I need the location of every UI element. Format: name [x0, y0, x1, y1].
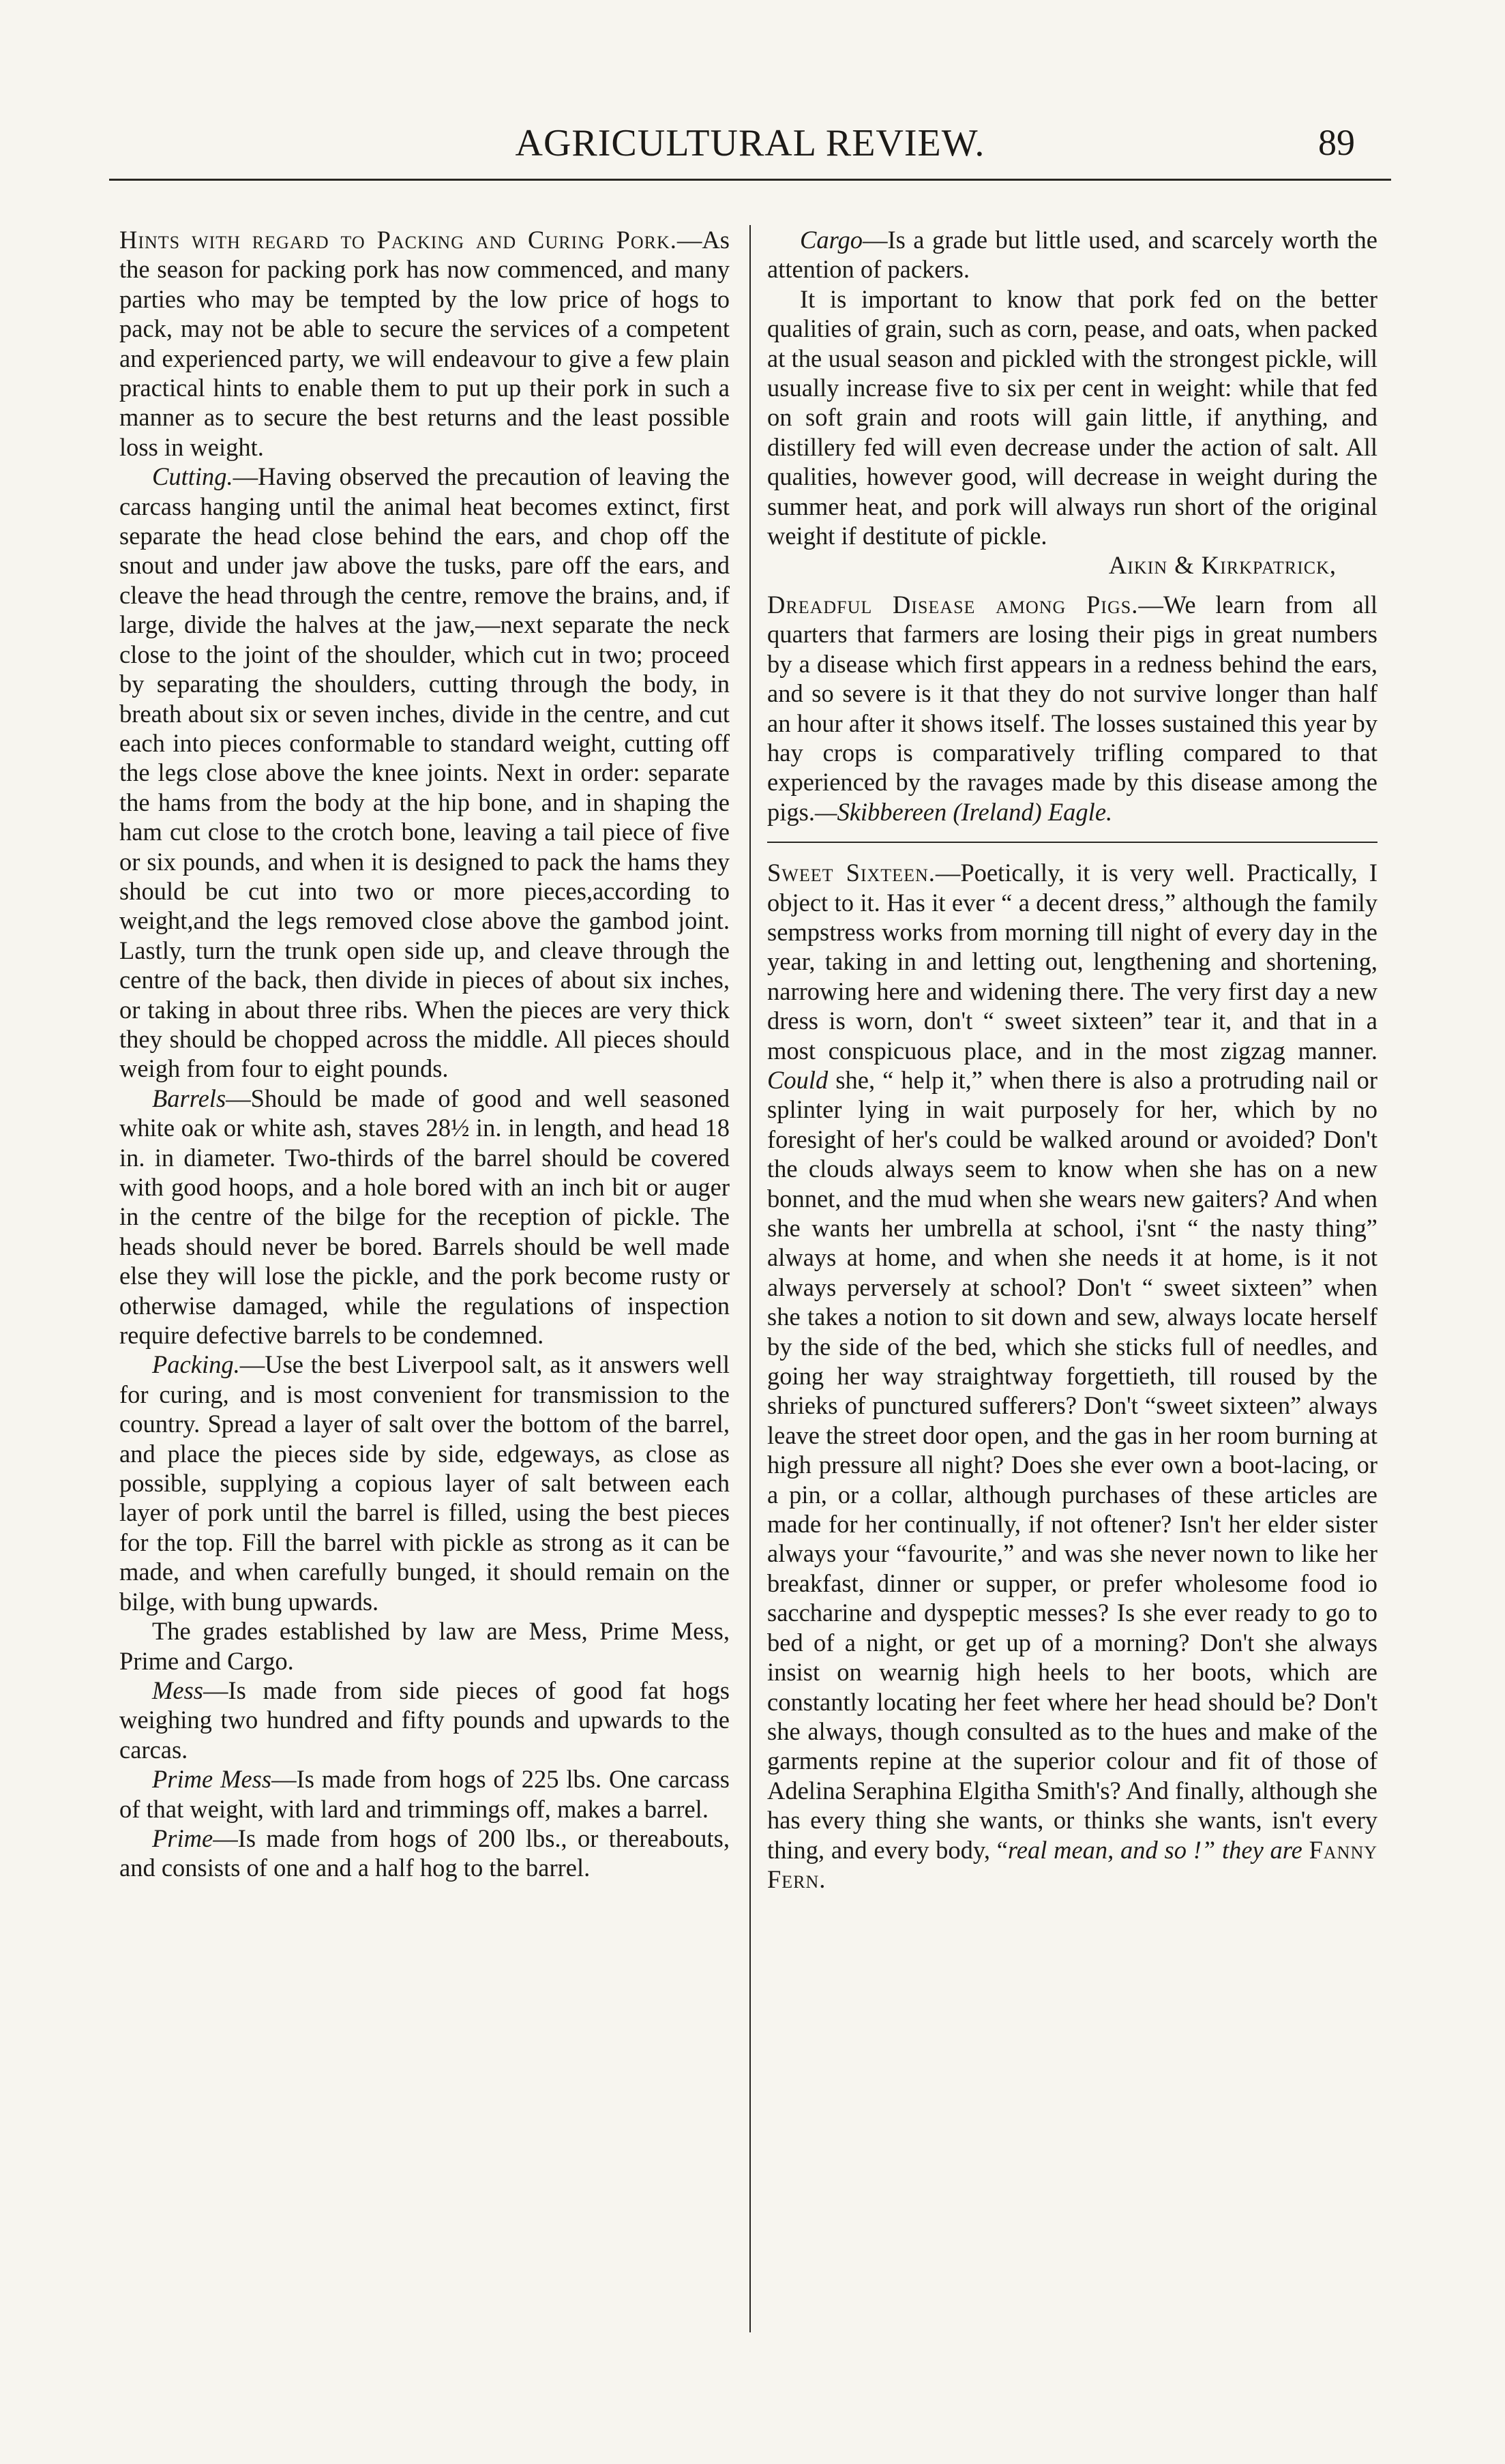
paragraph-text: —Is a grade but little used, and scarcely worth the attention of packers. — [767, 226, 1377, 284]
running-head: AGRICULTURAL REVIEW. — [515, 122, 985, 164]
label-cutting: Cutting. — [152, 462, 233, 491]
paragraph-text: —Is made from side pieces of good fat hogs weighing two hundred and fifty pounds and upwards to the carcas. — [119, 1676, 730, 1764]
label-packing: Packing. — [152, 1350, 240, 1379]
paragraph-text: —Is made from hogs of 225 lbs. One carcass of that weight, with lard and trimmings off, makes a barrel. — [119, 1765, 730, 1823]
paragraph-mess — [119, 1676, 730, 1764]
paragraph-cutting — [119, 462, 730, 1084]
column-divider — [749, 225, 751, 2332]
article-sweet-sixteen — [767, 858, 1377, 1894]
paragraph-prime-mess — [119, 1764, 730, 1824]
article-text: —As the season for packing pork has now commenced, and many parties who may be tempted by the low price of hogs to pack, may not be able to secure the services of a competent and experienced party, we will endeavour to give a few plain practical hints to enable them to put up their pork in such a manner as to secure the best returns and the least possible loss in weight. — [119, 226, 730, 461]
paragraph-text: —Should be made of good and well seasoned white oak or white ash, staves 28½ in. in length, and head 18 in. in diameter. Two-thirds of the barrel should be covered with good hoops, and a hole bored with an inch bit or auger in the centre of the bilge for the reception of pickle. The heads should never be bored. Barrels should be well made else they will lose the pickle, and the pork become rusty or otherwise damaged, while the regulations of inspection require defective barrels to be condemned. — [119, 1084, 730, 1350]
article-text: she, “ help it,” when there is also a protruding nail or splinter lying in wait purposely for her, which by no foresight of her's could be walked around or avoided? Don't the clouds always seem to know when she has on a new bonnet, and the mud when she wears new gaiters? And when she wants her umbrella at school, i'snt “ the nasty thing” always at home, and when she needs it at home, is it not always perversely at school? Don't “ sweet sixteen” when she takes a notion to sit down and sew, always locate herself by the side of the bed, which she sticks full of needles, and going her way straightway forgettieth, till roused by the shrieks of punctured sufferers? Don't “sweet sixteen” always leave the street door open, and the gas in her room burning at high pressure all night? Does she ever own a boot-lacing, or a pin, or a collar, although purchases of these articles are made for her continually, if not oftener? Isn't her elder sister always your “favourite,” and was she never nown to like her breakfast, dinner or supper, or prefer wholesome food io saccharine and dyspeptic messes? Is she ever ready to go to bed of a night, or get up of a morning? Don't she always insist on wearnig high heels to her boots, which are constantly locating her feet where her head should be? Don't she always, though consulted as to the hues and make of the garments repine at the superior colour and fit of those of Adelina Seraphina Elgitha Smith's? And finally, although she has every thing she wants, or thinks she wants, isn't every thing, and every body, “ — [767, 1065, 1377, 1864]
author-name: Fanny Fern. — [767, 1835, 1377, 1893]
paragraph-packing — [119, 1350, 730, 1616]
label-prime-mess: Prime Mess — [152, 1765, 272, 1794]
paragraph-weight: It is important to know that pork fed on the better qualities of grain, such as corn, pease, and oats, when packed at the usual season and pickled with the strongest pickle, will usually increase five to six per cent in weight: while that fed on soft grain and roots will gain little, if anything, and distillery fed will even decrease under the action of salt. All qualities, however good, will decrease in weight during the summer heat, and pork will always run short of the original weight if destitute of pickle. — [767, 284, 1377, 550]
label-cargo: Cargo — [800, 226, 863, 254]
article-heading-disease: Dreadful Disease among Pigs. — [767, 590, 1139, 619]
italic-ending: real mean, and so !” they are — [1007, 1835, 1302, 1864]
paragraph-grades: The grades established by law are Mess, Prime Mess, Prime and Cargo. — [119, 1617, 730, 1675]
italic-could: Could — [767, 1065, 829, 1094]
paragraph-text: —Use the best Liverpool salt, as it answers well for curing, and is most convenient for transmission to the country. Spread a layer of salt over the bottom of the barrel, and place the pieces side by side, edgeways, as close as possible, supplying a copious layer of salt between each layer of pork until the barrel is filled, using the best pieces for the top. Fill the barrel with pickle as strong as it can be made, and when carefully bunged, it should remain on the bilge, with bung upwards. — [119, 1350, 730, 1616]
article-source: —Skibbereen (Ireland) Eagle. — [814, 797, 1113, 826]
label-mess: Mess — [152, 1676, 204, 1704]
page-number: 89 — [1318, 122, 1355, 163]
spacer — [767, 580, 1377, 590]
section-divider — [767, 842, 1377, 843]
paragraph-text: —Having observed the precaution of leaving the carcass hanging until the animal heat becomes extinct, first separate the head close behind the ears, and chop off the snout and under jaw above the tusks, pare off the ears, and cleave the head through the centre, remove the brains, and, if large, divide the halves at the jaw,—next separate the neck close to the joint of the shoulder, which cut in two; proceed by separating the shoulders, cutting through the body, in breath about six or seven inches, divide in the centre, and cut each into pieces conformable to standard weight, cutting off the legs close above the knee joints. Next in order: separate the hams from the body at the hip bone, and in shaping the ham cut close to the crotch bone, leaving a tail piece of five or six pounds, and when it is designed to pack the hams they should be cut into two or more pieces,according to weight,and the legs removed close above the gambod joint. Lastly, turn the trunk open side up, and cleave through the centre of the back, then divide in pieces of about six inches, or taking in about three ribs. When the pieces are very thick they should be chopped across the middle. All pieces should weigh from four to eight pounds. — [119, 462, 730, 1083]
header-rule — [109, 179, 1391, 181]
article-pork-intro — [119, 225, 730, 462]
paragraph-barrels — [119, 1084, 730, 1350]
label-barrels: Barrels — [152, 1084, 226, 1112]
left-column — [119, 225, 730, 1883]
paragraph-text: —Is made from hogs of 200 lbs., or thereabouts, and consists of one and a half hog to the barrel. — [119, 1824, 730, 1882]
article-text: —Poetically, it is very well. Practically, I object to it. Has it ever “ a decent dress,” although the family sempstress works from morning till night of every day in the year, taking in and letting out, lengthening and shortening, narrowing here and widening there. The very first day a new dress is worn, don't “ sweet sixteen” tear it, and that in a most conspicuous place, and in the most zigzag manner. — [767, 859, 1377, 1065]
signature: Aikin & Kirkpatrick, — [1108, 551, 1337, 580]
article-disease — [767, 590, 1377, 827]
label-prime: Prime — [152, 1824, 213, 1852]
paragraph-cargo — [767, 225, 1377, 284]
paragraph-prime — [119, 1824, 730, 1883]
article-text: —We learn from all quarters that farmers are losing their pigs in great numbers by a disease which first appears in a redness behind the ears, and so severe is it that they do not survive longer than half an hour after it shows itself. The losses sustained this year by hay crops is comparatively trifling compared to that experienced by the ravages made by this disease among the pigs. — [767, 590, 1378, 826]
article-heading-pork: Hints with regard to Packing and Curing Pork. — [119, 226, 677, 254]
right-column — [767, 225, 1377, 1894]
article-heading-sweet-sixteen: Sweet Sixteen. — [767, 859, 936, 887]
